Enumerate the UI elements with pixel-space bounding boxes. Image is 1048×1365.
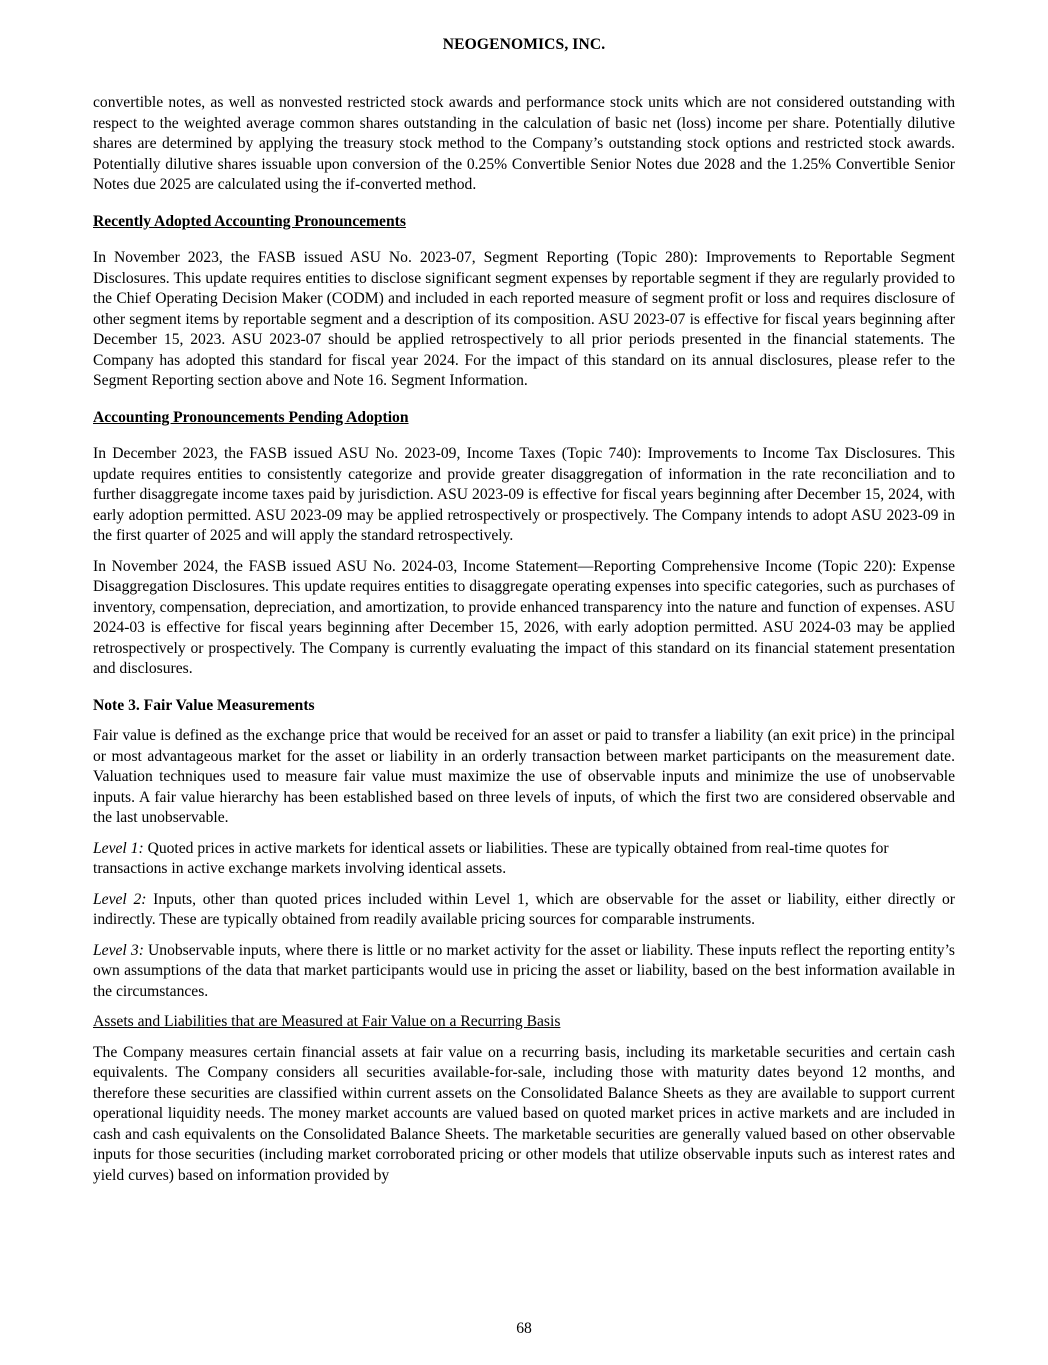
level3-text: Unobservable inputs, where there is little or no market activity for the asset or liability. These inputs reflect the reporting entity’s own assumptions of the data that market participants would use in pricing the asset or liability, based on the best information available in the circumstances. (93, 941, 955, 1000)
level1-label: Level 1: (93, 839, 144, 857)
page-body (93, 93, 955, 1196)
intro-paragraph: convertible notes, as well as nonvested restricted stock awards and performance stock units which are not considered outstanding with respect to the weighted average common shares outstanding in the calculation of basic net (loss) income per share. Potentially dilutive shares are determined by applying the treasury stock method to the Company’s outstanding stock options and restricted stock awards. Potentially dilutive shares issuable upon conversion of the 0.25% Convertible Senior Notes due 2028 and the 1.25% Convertible Senior Notes due 2025 are calculated using the if-converted method. (93, 94, 955, 193)
level2-label: Level 2: (93, 890, 147, 908)
level3-paragraph (93, 941, 955, 1003)
note3-heading: Note 3. Fair Value Measurements (93, 696, 315, 714)
pending-adoption-paragraph-1: In December 2023, the FASB issued ASU No. 2023-09, Income Taxes (Topic 740): Improvements to Income Tax Disclosures. This update requires entities to consistently categorize and provide greater disaggregation of information in the rate reconciliation and to further disaggregate income taxes paid by jurisdiction. ASU 2023-09 is effective for fiscal years beginning after December 15, 2024, with early adoption permitted. ASU 2023-09 may be applied retrospectively or prospectively. The Company intends to adopt ASU 2023-09 in the first quarter of 2025 and will apply the standard retrospectively. (93, 445, 955, 544)
pending-adoption-paragraph-2: In November 2024, the FASB issued ASU No. 2024-03, Income Statement—Reporting Comprehensive Income (Topic 220): Expense Disaggregation Disclosures. This update requires entities to disaggregate operating expenses into specific categories, such as purchases of inventory, compensation, depreciation, and amortization, to provide enhanced transparency into the nature and function of expenses. ASU 2024-03 is effective for fiscal years beginning after December 15, 2026, with early adoption permitted. ASU 2024-03 may be applied retrospectively or prospectively. The Company is currently evaluating the impact of this standard on its financial statement presentation and disclosures. (93, 557, 955, 677)
recurring-basis-heading: Assets and Liabilities that are Measured at Fair Value on a Recurring Basis (93, 1013, 561, 1030)
level1-text: Quoted prices in active markets for identical assets or liabilities. These are typically obtained from real-time quotes for transactions in active exchange markets involving identical assets. (93, 839, 889, 877)
recurring-basis-paragraph: The Company measures certain financial assets at fair value on a recurring basis, including its marketable securities and certain cash equivalents. The Company considers all securities available-for-sale, including those with maturity dates beyond 12 months, and therefore these securities are classified within current assets on the Consolidated Balance Sheets as they are available to support current operational liquidity needs. The money market accounts are valued based on quoted market prices in active markets and are included in cash and cash equivalents on the Consolidated Balance Sheets. The marketable securities are generally valued based on other observable inputs for those securities (including market corroborated pricing or other models that utilize observable inputs such as interest rates and yield curves) based on information provided by (93, 1043, 955, 1184)
level2-paragraph (93, 890, 955, 931)
recently-adopted-heading: Recently Adopted Accounting Pronouncements (93, 212, 406, 230)
note3-paragraph: Fair value is defined as the exchange price that would be received for an asset or paid to transfer a liability (an exit price) in the principal or most advantageous market for the asset or liability in an orderly transaction between market participants on the measurement date. Valuation techniques used to measure fair value must maximize the use of observable inputs and minimize the use of unobservable inputs. A fair value hierarchy has been established based on three levels of inputs, of which the first two are considered observable and the last unobservable. (93, 727, 955, 826)
level3-label: Level 3: (93, 941, 144, 959)
recently-adopted-paragraph: In November 2023, the FASB issued ASU No. 2023-07, Segment Reporting (Topic 280): Improvements to Reportable Segment Disclosures. This update requires entities to disclose significant segment expenses by reportable segment if they are regularly provided to the Chief Operating Decision Maker (CODM) and included in each reported measure of segment profit or loss and requires disclosure of other segment items by reportable segment and a description of its composition. ASU 2023-07 is effective for fiscal years beginning after December 15, 2023. ASU 2023-07 should be applied retrospectively to all prior periods presented in the financial statements. The Company has adopted this standard for fiscal year 2024. For the impact of this standard on its annual disclosures, please refer to the Segment Reporting section above and Note 16. Segment Information. (93, 249, 955, 389)
company-header: NEOGENOMICS, INC. (442, 36, 606, 53)
pending-adoption-heading: Accounting Pronouncements Pending Adoption (93, 408, 409, 426)
level1-paragraph (93, 839, 955, 880)
page-number: 68 (516, 1320, 532, 1337)
level2-text: Inputs, other than quoted prices included within Level 1, which are observable for the asset or liability, either directly or indirectly. These are typically obtained from readily available pricing sources for comparable instruments. (93, 890, 955, 928)
